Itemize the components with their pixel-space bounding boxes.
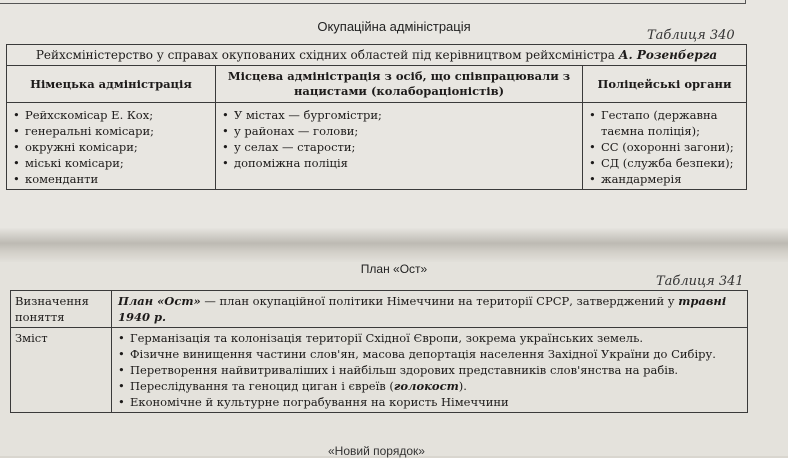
list-item: • Германізація та колонізація території Східної Європи, зокрема українських земель. [118, 330, 743, 346]
page-fold-shadow [0, 228, 788, 262]
list-item-text: Переслідування та геноцид циган і євреїв ( [130, 379, 394, 393]
list-item: • СС (охоронні загони); [589, 139, 742, 155]
section-title-plan-ost: План «Ост» [360, 262, 428, 276]
definition-term: План «Ост» [118, 294, 201, 308]
table-caption [7, 45, 747, 66]
list-item: • жандармерія [589, 171, 742, 187]
table-plan-ost [10, 290, 748, 413]
previous-table-edge [0, 0, 746, 4]
list-item: • Рейхскомісар Е. Кох; [13, 107, 211, 123]
list-item-emphasis: голокост [393, 379, 459, 393]
caption-name: А. Розенберга [618, 48, 718, 62]
next-section-title: «Новий порядок» [328, 444, 425, 458]
caption-text: Рейхсміністерство у справах окупованих східних областей під керівництвом рейхсміністра [35, 48, 619, 62]
list-item: • допоміжна поліція [222, 155, 578, 171]
row-label-content: Зміст [11, 328, 112, 413]
list-item: • Фізичне винищення частини слов'ян, масова депортація населення Західної України до Сибіру. [118, 346, 743, 362]
column-header-police: Поліцейські органи [583, 66, 747, 103]
column-header-german: Німецька адміністрація [7, 66, 216, 103]
column-header-local: Місцева адміністрація з осіб, що співпрацювали з нацистами (колабораціоністів) [216, 66, 583, 103]
list-item: • СД (служба безпеки); [589, 155, 742, 171]
list-item: • генеральні комісари; [13, 123, 211, 139]
list-item: • У містах — бургомістри; [222, 107, 578, 123]
list-item: • Гестапо (державна таємна поліція); [589, 107, 742, 139]
list-item: • у селах — старости; [222, 139, 578, 155]
content-cell [112, 328, 748, 413]
list-item: • Перетворення найвитриваліших і найбільш здорових представників слов'янства на рабів. [118, 362, 743, 378]
column-police-cell [583, 103, 747, 190]
list-item: • міські комісари; [13, 155, 211, 171]
row-label-definition: Визначення поняття [11, 291, 112, 328]
table-occupation-administration [6, 44, 747, 190]
table-number-340: Таблиця 340 [647, 28, 735, 43]
list-item: • у районах — голови; [222, 123, 578, 139]
list-item [118, 378, 743, 394]
definition-cell [112, 291, 748, 328]
definition-text: — план окупаційної політики Німеччини на території СРСР, затверджений у [200, 294, 679, 308]
table-number-341: Таблиця 341 [656, 274, 744, 289]
list-item-suffix: ). [458, 379, 467, 393]
list-item: • коменданти [13, 171, 211, 187]
list-item: • Економічне й культурне пограбування на користь Німеччини [118, 394, 743, 410]
definition-date: травні 1940 р. [118, 294, 727, 324]
column-local-cell [216, 103, 583, 190]
column-german-cell [7, 103, 216, 190]
list-item: • окружні комісари; [13, 139, 211, 155]
section-title-occupation-administration: Окупаційна адміністрація [317, 19, 471, 34]
